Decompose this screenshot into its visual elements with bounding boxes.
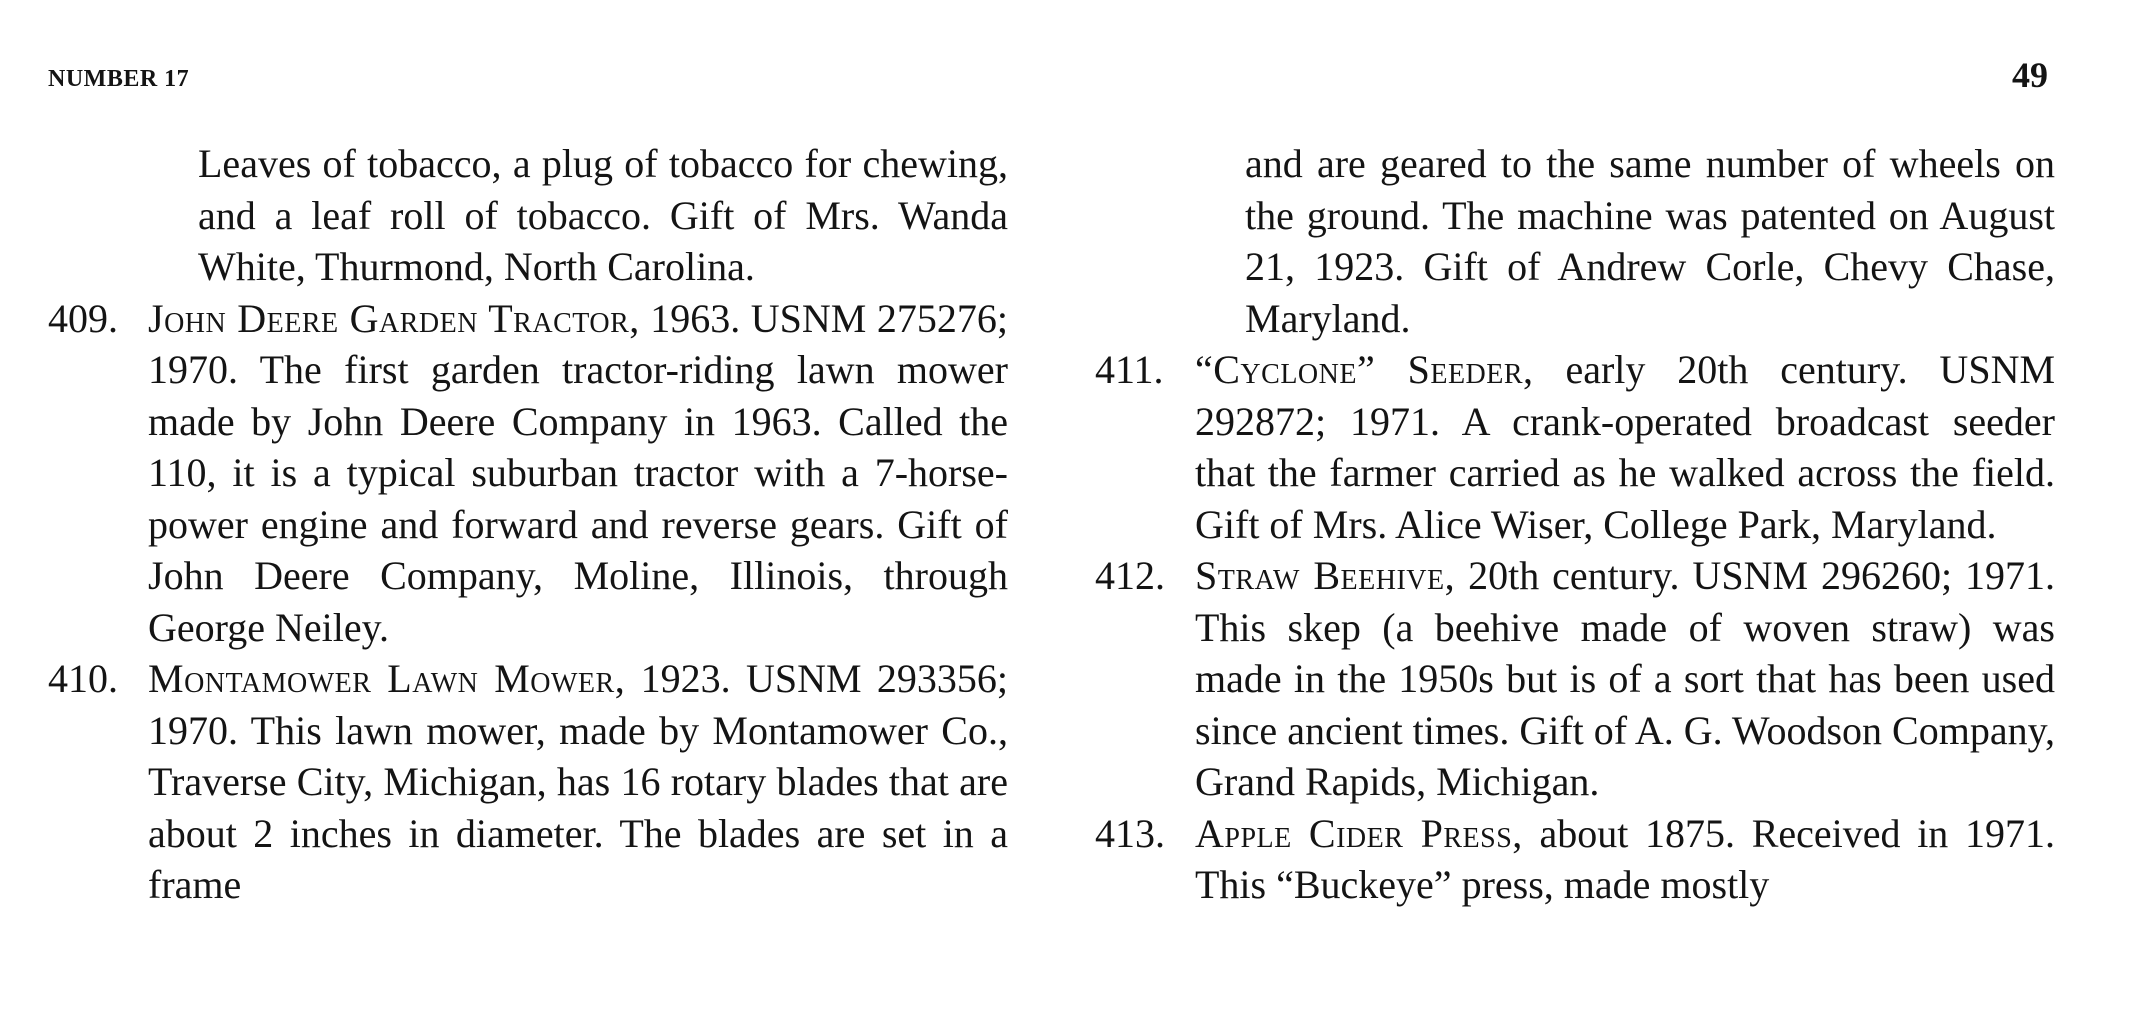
entry-number: 413. <box>1095 810 1165 856</box>
entry-number: 412. <box>1095 553 1165 598</box>
entry-title: Apple Cider Press, <box>1195 810 1523 856</box>
catalog-entry <box>1095 344 2055 550</box>
entry-text: early 20th century. USNM 292872; 1971. A crank-operated broadcast seeder that the farmer carried as he walked across the field. Gift of Mrs. Alice Wiser, College Park, Maryland. <box>1195 347 2056 547</box>
entry-number: 411. <box>1095 347 1164 392</box>
running-head: NUMBER 17 <box>48 66 190 92</box>
entry-body <box>148 653 1008 911</box>
entry-title: John Deere Garden Tractor, <box>148 295 640 341</box>
entry-text: 1963. USNM 275276; 1970. The first garden tractor-riding lawn mower made by John Deere Company in 1963. Called the 110, it is a typical suburban tractor with a 7-horse-power engine and forward and reverse gears. Gift of John Deere Company, Moline, Illinois, through George Neiley. <box>148 295 1008 650</box>
entry-body <box>1195 550 2055 808</box>
continuation-paragraph: and are geared to the same number of wheels on the ground. The machine was patented on August 21, 1923. Gift of Andrew Corle, Chevy Chase, Maryland. <box>1245 141 2055 341</box>
catalog-entry <box>1095 808 2055 911</box>
left-column <box>48 138 1009 911</box>
entry-title: “Cyclone” Seeder, <box>1195 347 1534 392</box>
catalog-entry <box>48 653 1008 911</box>
entry-text: 1923. USNM 293356; 1970. This lawn mower, made by Montamower Co., Traverse City, Michigan, has 16 rotary blades that are about 2 inches in diameter. The blades are set in a frame <box>148 656 1009 907</box>
catalog-entry <box>1095 550 2055 808</box>
entry-body <box>148 293 1008 654</box>
entry-body <box>1195 808 2055 911</box>
page-number: 49 <box>2012 55 2048 95</box>
entry-body <box>1195 344 2055 550</box>
entry-title: Montamower Lawn Mower, <box>148 656 626 701</box>
entry-text: about 1875. Received in 1971. This “Buckeye” press, made mostly <box>1195 810 2055 907</box>
continuation-paragraph: Leaves of tobacco, a plug of tobacco for chewing, and a leaf roll of tobacco. Gift of Mrs. Wanda White, Thurmond, North Carolina. <box>198 141 1008 289</box>
right-column <box>1095 138 2056 911</box>
entry-title: Straw Beehive, <box>1195 553 1456 598</box>
entry-number: 410. <box>48 656 118 701</box>
catalog-entry <box>48 293 1008 654</box>
entry-text: 20th century. USNM 296260; 1971. This skep (a beehive made of woven straw) was made in the 1950s but is of a sort that has been used since ancient times. Gift of A. G. Woodson Company, Grand Rapids, Michigan. <box>1195 553 2056 804</box>
entry-number: 409. <box>48 295 118 341</box>
